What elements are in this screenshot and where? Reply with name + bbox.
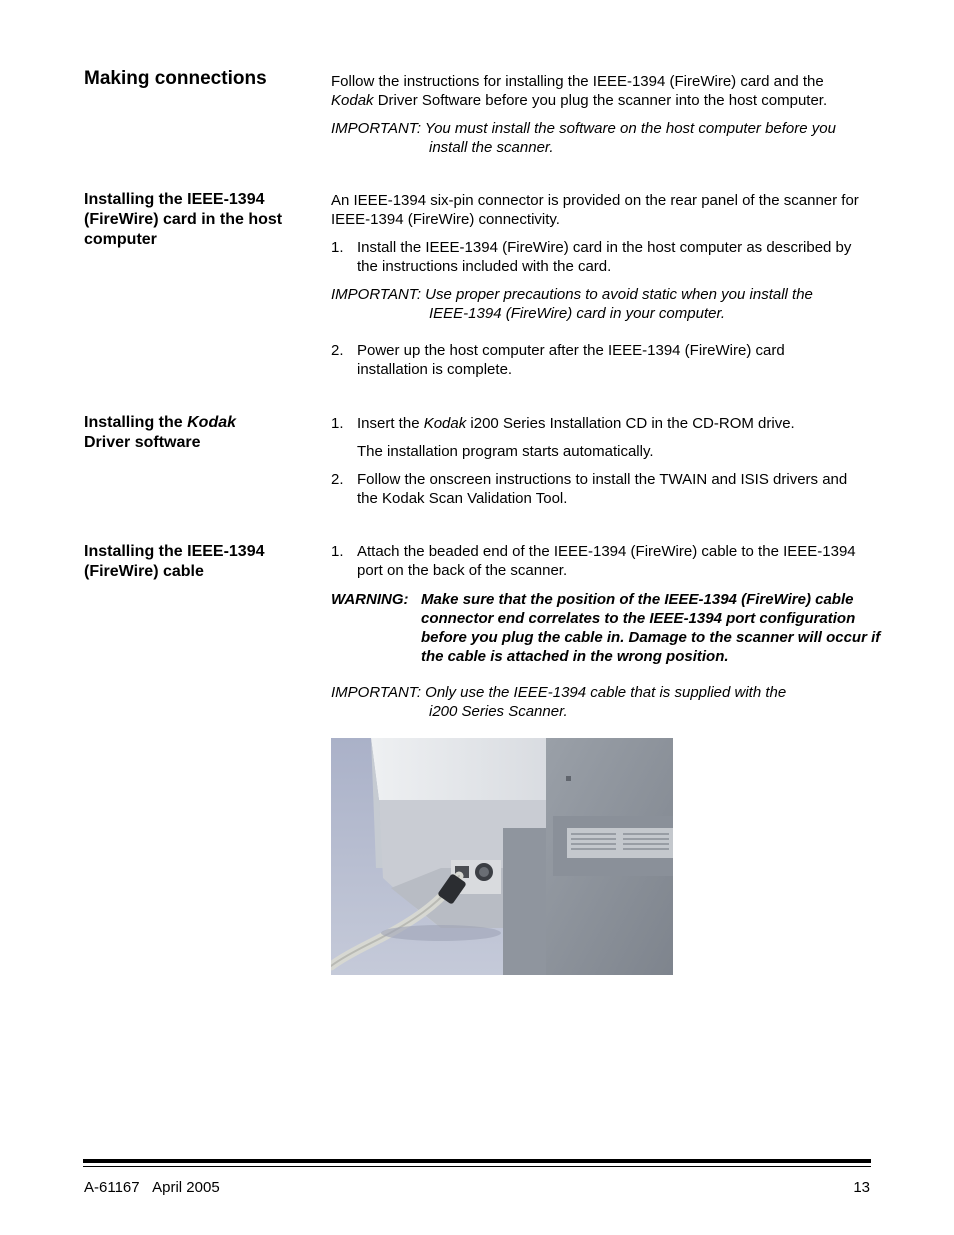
step-number: 1. [331, 239, 344, 256]
warning-text: Make sure that the position of the IEEE-1394 (FireWire) cable connector end correlates to the IEEE-1394 port configuration before you plug the cable in. Damage to the scanner will occur if the cable is attached in the wrong position. [421, 591, 881, 665]
warning-label: WARNING: [331, 591, 409, 608]
scanner-cable-illustration [331, 738, 673, 975]
footer-rule-thick [83, 1159, 871, 1163]
heading-install-driver: Installing the Kodak Driver software [84, 414, 237, 451]
important-note-static: IMPORTANT: Use proper precautions to avoid static when you install the IEEE-1394 (FireWire) card in your computer. [331, 286, 813, 322]
install-driver-step-1-note: The installation program starts automatically. [357, 443, 654, 460]
important-note-software: IMPORTANT: You must install the software on the host computer before you install the scanner. [331, 120, 836, 156]
footer-doc-id: A-61167 [84, 1179, 140, 1196]
making-connections-para: Follow the instructions for installing the IEEE-1394 (FireWire) card and the Kodak Driver Software before you plug the scanner into the host computer. [331, 73, 828, 109]
step-number: 2. [331, 471, 344, 488]
warning-note [331, 590, 881, 670]
footer-date: April 2005 [152, 1179, 220, 1196]
step-text: Install the IEEE-1394 (FireWire) card in the host computer as described by the instructions included with the card. [357, 239, 852, 275]
step-number: 1. [331, 543, 344, 560]
footer-doc-info [84, 1178, 220, 1197]
scanner-cable-photo [331, 738, 673, 975]
step-number: 2. [331, 342, 344, 359]
step-number: 1. [331, 415, 344, 432]
heading-making-connections: Making connections [84, 68, 267, 89]
step-text: Insert the Kodak i200 Series Installation CD in the CD-ROM drive. [357, 415, 795, 432]
step-text: Attach the beaded end of the IEEE-1394 (FireWire) cable to the IEEE-1394 port on the back of the scanner. [357, 543, 856, 579]
install-card-intro: An IEEE-1394 six-pin connector is provided on the rear panel of the scanner for IEEE-1394 (FireWire) connectivity. [331, 192, 859, 228]
important-note-cable: IMPORTANT: Only use the IEEE-1394 cable that is supplied with the i200 Series Scanner. [331, 684, 787, 720]
footer-rule-thin [83, 1166, 871, 1167]
step-text: Follow the onscreen instructions to install the TWAIN and ISIS drivers and the Kodak Scan Validation Tool. [357, 471, 848, 507]
making-connections-body [331, 72, 871, 110]
heading-install-card: Installing the IEEE-1394 (FireWire) card in the host computer [84, 191, 283, 248]
step-text: Power up the host computer after the IEEE-1394 (FireWire) card installation is complete. [357, 342, 785, 378]
footer-page-number: 13 [853, 1179, 870, 1196]
heading-install-cable: Installing the IEEE-1394 (FireWire) cable [84, 543, 265, 580]
